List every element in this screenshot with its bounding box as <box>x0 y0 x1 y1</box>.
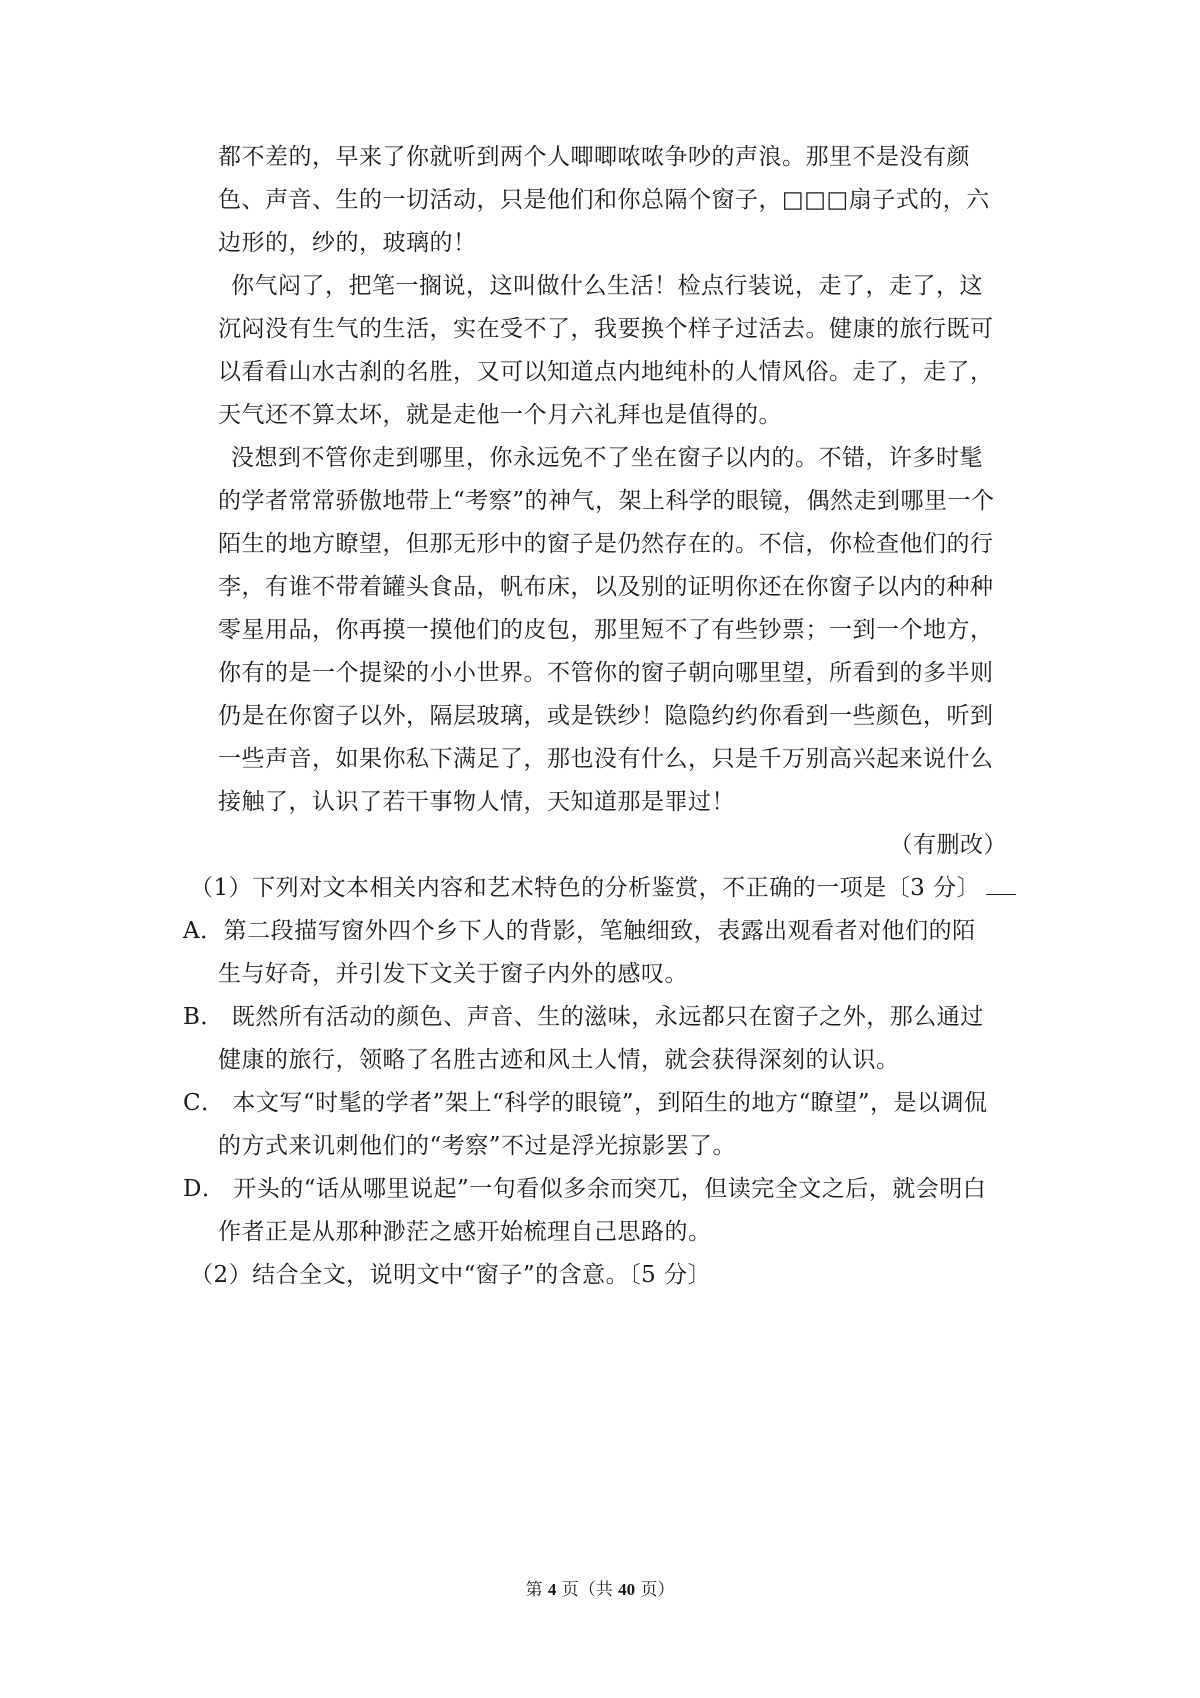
footer-text: 页） <box>640 1580 675 1600</box>
question-1-stem <box>190 872 1016 904</box>
passage-line: 天气还不算太坏，就是走他一个月六礼拜也是值得的。 <box>218 402 782 428</box>
option-d-continued: 作者正是从那种渺茫之感开始梳理自己思路的。 <box>218 1219 712 1245</box>
passage-line: 零星用品，你再摸一摸他们的皮包，那里短不了有些钞票；一到一个地方， <box>218 617 994 643</box>
passage-line: 仍是在你窗子以外，隔层玻璃，或是铁纱！隐隐约约你看到一些颜色，听到 <box>218 703 994 729</box>
passage-line: 接触了，认识了若干事物人情，天知道那是罪过！ <box>218 789 735 815</box>
question-1-stem-text: （1）下列对文本相关内容和艺术特色的分析鉴赏，不正确的一项是〔3 分〕 <box>190 875 981 901</box>
question-2-stem: （2）结合全文，说明文中“窗子”的含意。〔5 分〕 <box>190 1262 712 1288</box>
option-c-continued: 的方式来讥刺他们的“考察”不过是浮光掠影罢了。 <box>218 1133 737 1159</box>
passage-line: 的学者常常骄傲地带上“考察”的神气，架上科学的眼镜，偶然走到哪里一个 <box>218 488 995 514</box>
option-text: 本文写“时髦的学者”架上“科学的眼镜”，到陌生的地方“瞭望”，是以调侃 <box>232 1090 988 1116</box>
passage-line: 没想到不管你走到哪里，你永远免不了坐在窗子以内的。不错，许多时髦 <box>231 445 983 471</box>
passage-line: 以看看山水古刹的名胜，又可以知道点内地纯朴的人情风俗。走了，走了， <box>218 359 994 385</box>
option-label: A． <box>183 918 224 944</box>
footer-text: 页（共 <box>561 1580 613 1600</box>
passage-line: 你气闷了，把笔一搁说，这叫做什么生活！检点行装说，走了，走了，这 <box>231 273 983 299</box>
option-label: C． <box>183 1090 225 1116</box>
option-b <box>183 1001 984 1033</box>
footer-text: 第 <box>525 1580 543 1600</box>
page-number: 4 <box>547 1580 557 1599</box>
option-text: 开头的“话从哪里说起”一句看似多余而突兀，但读完全文之后，就会明白 <box>233 1176 987 1202</box>
passage-line: 色、声音、生的一切活动，只是他们和你总隔个窗子，□□□扇子式的，六 <box>218 187 990 213</box>
page-footer <box>0 1579 1200 1601</box>
option-text: 第二段描写窗外四个乡下人的背影，笔触细致，表露出观看者对他们的陌 <box>223 918 976 944</box>
total-pages: 40 <box>618 1580 636 1599</box>
option-label: D． <box>183 1176 226 1202</box>
option-c <box>183 1087 987 1119</box>
passage-line: 边形的，纱的，玻璃的！ <box>218 230 477 256</box>
option-label: B． <box>183 1004 224 1030</box>
option-b-continued: 健康的旅行，领略了名胜古迹和风土人情，就会获得深刻的认识。 <box>218 1047 900 1073</box>
option-text: 既然所有活动的颜色、声音、生的滋味，永远都只在窗子之外，那么通过 <box>231 1004 984 1030</box>
option-a <box>183 915 976 947</box>
revision-note: （有删改） <box>889 832 1007 858</box>
option-d <box>183 1173 986 1205</box>
answer-blank <box>986 872 1016 895</box>
passage-line: 都不差的，早来了你就听到两个人唧唧哝哝争吵的声浪。那里不是没有颜 <box>218 144 970 170</box>
passage-line: 李，有谁不带着罐头食品，帆布床，以及别的证明你还在你窗子以内的种种 <box>218 574 994 600</box>
option-a-continued: 生与好奇，并引发下文关于窗子内外的感叹。 <box>218 961 688 987</box>
passage-line: 一些声音，如果你私下满足了，那也没有什么，只是千万别高兴起来说什么 <box>218 746 994 772</box>
passage-line: 你有的是一个提梁的小小世界。不管你的窗子朝向哪里望，所看到的多半则 <box>218 660 994 686</box>
passage-line: 陌生的地方瞭望，但那无形中的窗子是仍然存在的。不信，你检查他们的行 <box>218 531 994 557</box>
passage-line: 沉闷没有生气的生活，实在受不了，我要换个样子过活去。健康的旅行既可 <box>218 316 994 342</box>
